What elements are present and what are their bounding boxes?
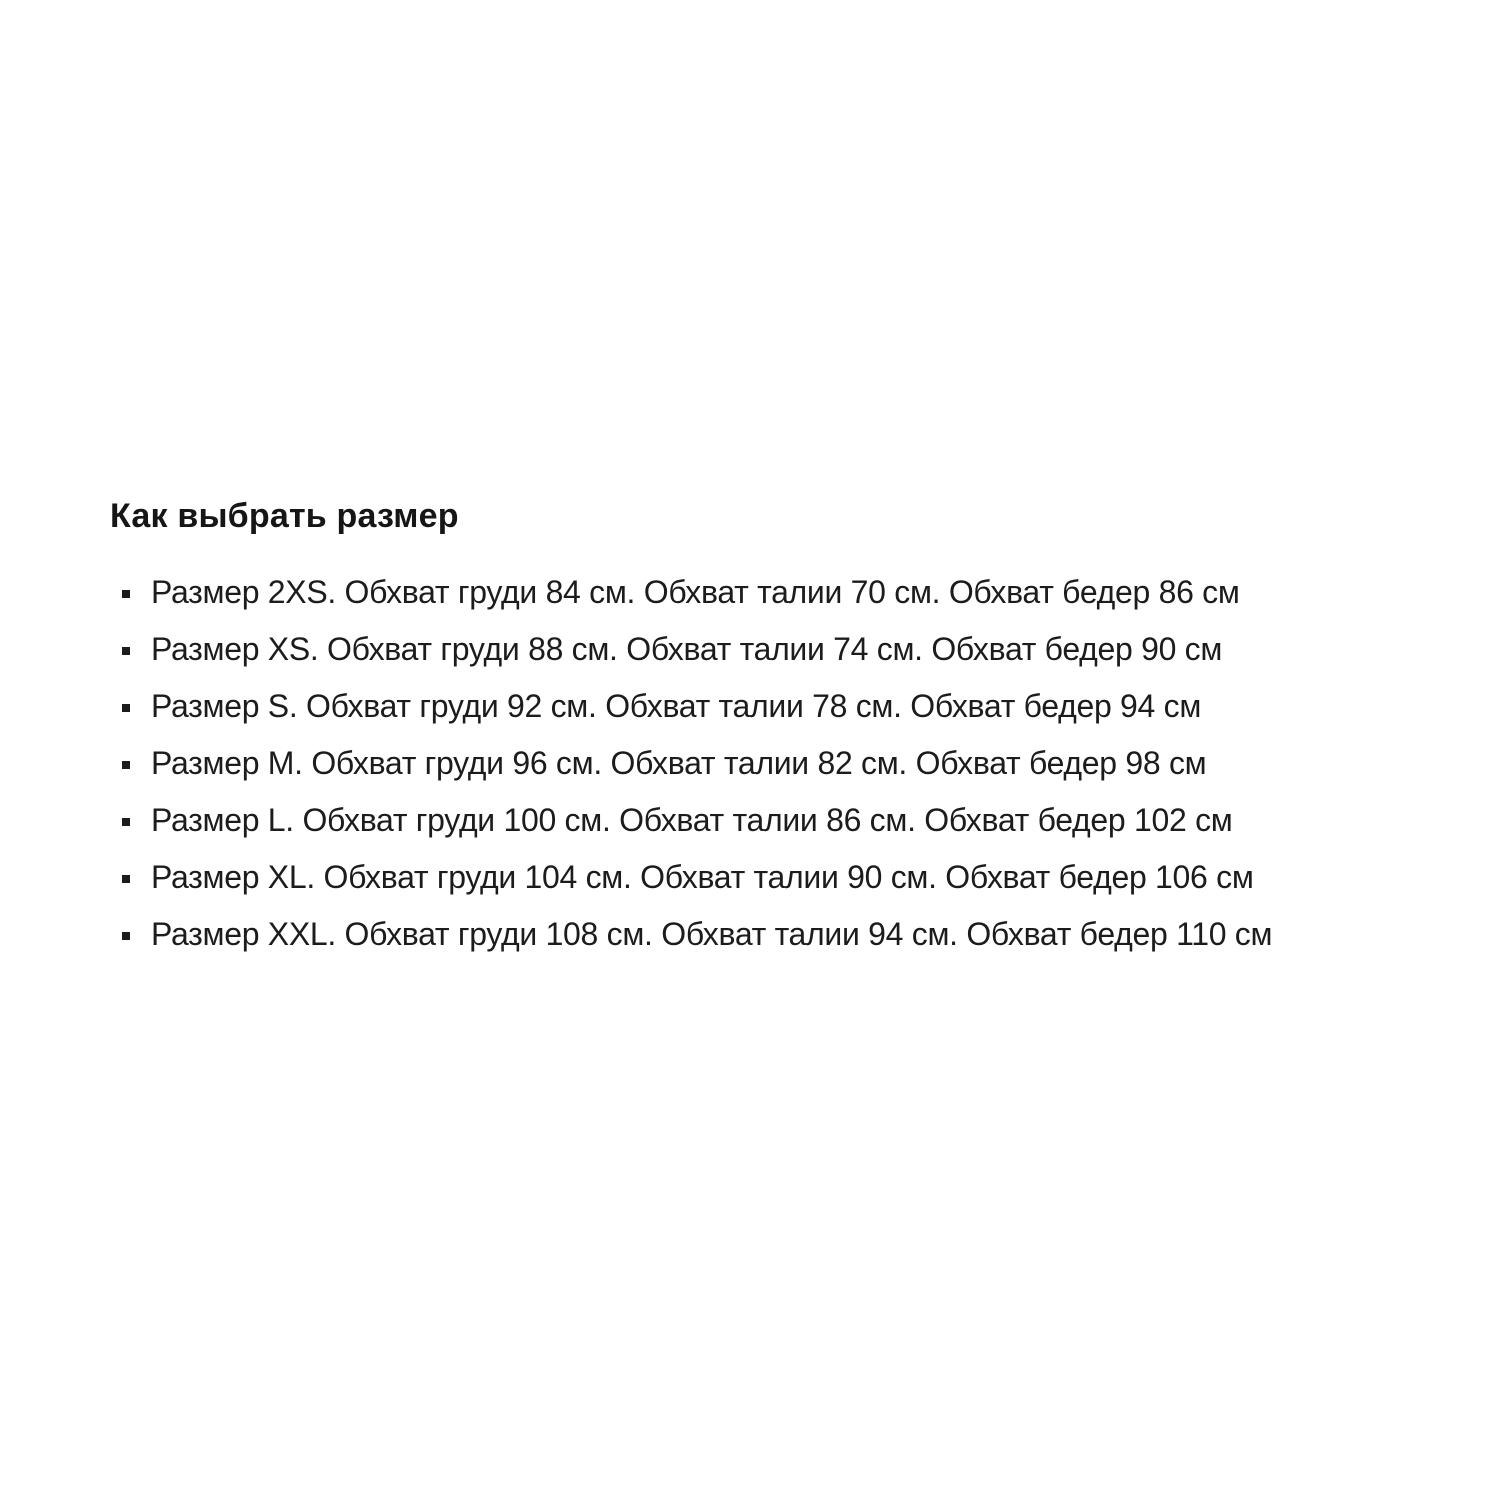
square-bullet-icon	[122, 818, 130, 826]
size-item-text: Размер 2XS. Обхват груди 84 см. Обхват талии 70 см. Обхват бедер 86 см	[151, 574, 1240, 610]
size-item-text: Размер XL. Обхват груди 104 см. Обхват талии 90 см. Обхват бедер 106 см	[151, 859, 1254, 895]
list-item	[110, 621, 1480, 678]
size-item-text: Размер XS. Обхват груди 88 см. Обхват талии 74 см. Обхват бедер 90 см	[151, 631, 1223, 667]
list-item	[110, 735, 1480, 792]
square-bullet-icon	[122, 590, 130, 598]
list-item	[110, 678, 1480, 735]
square-bullet-icon	[122, 704, 130, 712]
size-item-text: Размер S. Обхват груди 92 см. Обхват талии 78 см. Обхват бедер 94 см	[151, 688, 1202, 724]
list-item	[110, 849, 1480, 906]
square-bullet-icon	[122, 647, 130, 655]
size-guide	[110, 494, 1480, 963]
size-item-text: Размер XXL. Обхват груди 108 см. Обхват талии 94 см. Обхват бедер 110 см	[151, 916, 1273, 952]
size-list	[110, 564, 1480, 963]
square-bullet-icon	[122, 761, 130, 769]
square-bullet-icon	[122, 875, 130, 883]
list-item	[110, 906, 1480, 963]
size-item-text: Размер L. Обхват груди 100 см. Обхват талии 86 см. Обхват бедер 102 см	[151, 802, 1233, 838]
square-bullet-icon	[122, 932, 130, 940]
list-item	[110, 792, 1480, 849]
list-item	[110, 564, 1480, 621]
size-guide-title: Как выбрать размер	[110, 497, 459, 535]
size-item-text: Размер M. Обхват груди 96 см. Обхват талии 82 см. Обхват бедер 98 см	[151, 745, 1207, 781]
